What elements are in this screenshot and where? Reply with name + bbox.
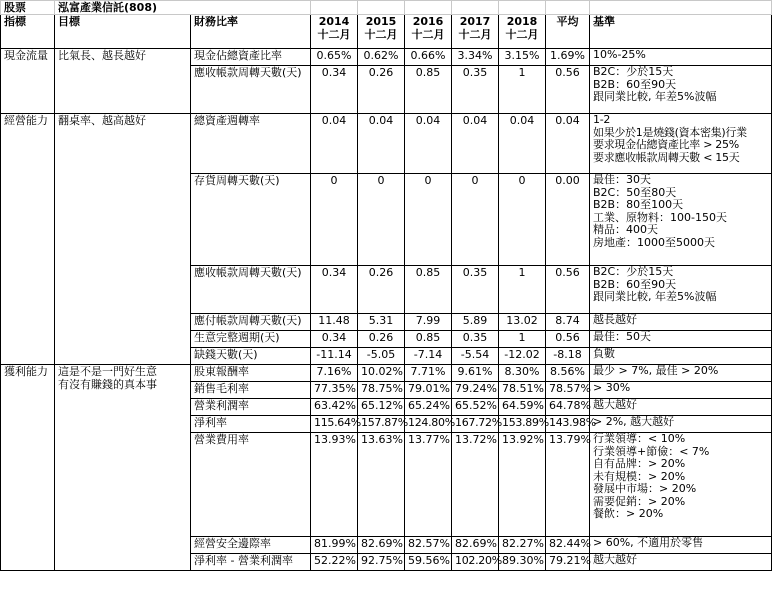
average-cell[interactable]: 13.79% xyxy=(546,433,590,537)
benchmark-line: 需要促銷：> 20% xyxy=(593,494,686,508)
value-cell[interactable]: -12.02 xyxy=(499,348,546,365)
value-cell[interactable]: 1 xyxy=(499,66,546,114)
empty-cell[interactable] xyxy=(499,1,546,15)
value-cell[interactable]: 0.04 xyxy=(311,114,358,174)
header-indicator[interactable]: 指標 xyxy=(1,15,55,49)
section-indicator[interactable]: 經營能力 xyxy=(1,114,55,365)
year-label: 2017 xyxy=(459,15,491,28)
benchmark-line: 最佳：50天 xyxy=(593,330,651,343)
benchmark-line: 跟同業比較, 年差5%波幅 xyxy=(593,90,717,103)
value-cell[interactable]: 8.30% xyxy=(499,365,546,382)
value-cell[interactable]: 0.85 xyxy=(405,331,452,348)
value-cell[interactable]: 65.52% xyxy=(452,399,499,416)
value-cell[interactable]: 0 xyxy=(499,174,546,266)
benchmark-line: 自有品牌：> 20% xyxy=(593,457,686,470)
ratio-name[interactable]: 存貨周轉天數(天) xyxy=(191,174,311,266)
section-goal[interactable]: 比氣長、越長越好 xyxy=(55,49,191,114)
value-cell[interactable]: 0.85 xyxy=(405,66,452,114)
empty-cell[interactable] xyxy=(590,1,772,15)
benchmark-line: 行業領導：< 10% xyxy=(593,432,686,445)
section-goal[interactable] xyxy=(55,365,191,571)
value-cell[interactable]: 0.62% xyxy=(358,49,405,66)
value-cell[interactable]: 1 xyxy=(499,266,546,314)
stock-name[interactable]: 泓富產業信託(808) xyxy=(55,1,311,15)
month-label: 十二月 xyxy=(411,28,445,41)
average-cell[interactable]: 0.04 xyxy=(546,114,590,174)
year-label: 2015 xyxy=(365,15,397,28)
value-cell[interactable]: 0.26 xyxy=(358,266,405,314)
average-cell[interactable]: 0.56 xyxy=(546,66,590,114)
goal-line: 這是不是一門好生意 xyxy=(58,365,157,378)
ratio-name[interactable]: 營業利潤率 xyxy=(191,399,311,416)
benchmark-line: 要求現金佔總資產比率 > 25% xyxy=(593,138,739,151)
ratio-name[interactable]: 淨利率 - 營業利潤率 xyxy=(191,554,311,571)
section-indicator[interactable]: 獲利能力 xyxy=(1,365,55,571)
value-cell[interactable]: -7.14 xyxy=(405,348,452,365)
ratio-name[interactable]: 淨利率 xyxy=(191,416,311,433)
value-cell[interactable]: 0.65% xyxy=(311,49,358,66)
benchmark-line: B2C：50至80天 xyxy=(593,185,677,199)
value-cell[interactable]: 5.89 xyxy=(452,314,499,331)
value-cell[interactable]: 0.26 xyxy=(358,331,405,348)
average-cell[interactable]: 8.56% xyxy=(546,365,590,382)
header-ratio[interactable]: 財務比率 xyxy=(191,15,311,49)
value-cell[interactable]: 52.22% xyxy=(311,554,358,571)
value-cell[interactable]: 0 xyxy=(452,174,499,266)
value-cell[interactable]: 81.99% xyxy=(311,537,358,554)
year-label: 2018 xyxy=(506,15,538,28)
benchmark-line: B2B：60至90天 xyxy=(593,277,677,291)
month-label: 十二月 xyxy=(458,28,492,41)
header-year-2015[interactable] xyxy=(358,15,405,49)
benchmark-line: B2B：60至90天 xyxy=(593,77,677,91)
value-cell[interactable]: 0.04 xyxy=(405,114,452,174)
benchmark-line: 最少 > 7%, 最佳 > 20% xyxy=(593,364,719,377)
average-cell[interactable]: 8.74 xyxy=(546,314,590,331)
value-cell[interactable]: 59.56% xyxy=(405,554,452,571)
benchmark-line: 餐飲：> 20% xyxy=(593,507,664,520)
average-cell[interactable]: 79.21% xyxy=(546,554,590,571)
header-year-2018[interactable] xyxy=(499,15,546,49)
section-indicator[interactable]: 現金流量 xyxy=(1,49,55,114)
value-cell[interactable]: -5.54 xyxy=(452,348,499,365)
value-cell[interactable]: 89.30% xyxy=(499,554,546,571)
value-cell[interactable]: 13.63% xyxy=(358,433,405,537)
header-year-2017[interactable] xyxy=(452,15,499,49)
value-cell[interactable]: 0.85 xyxy=(405,266,452,314)
benchmark-line: > 30% xyxy=(593,381,631,394)
value-cell[interactable]: 0.04 xyxy=(499,114,546,174)
benchmark-line: 未有規模：> 20% xyxy=(593,469,686,483)
value-cell[interactable]: 115.64% xyxy=(311,416,358,433)
value-cell[interactable]: 0.34 xyxy=(311,66,358,114)
value-cell[interactable]: 1 xyxy=(499,331,546,348)
value-cell[interactable]: 63.42% xyxy=(311,399,358,416)
value-cell[interactable]: 0.04 xyxy=(358,114,405,174)
benchmark-cell[interactable] xyxy=(590,365,772,382)
average-cell[interactable]: 1.69% xyxy=(546,49,590,66)
value-cell[interactable]: 0 xyxy=(405,174,452,266)
benchmark-cell[interactable] xyxy=(590,382,772,399)
value-cell[interactable]: 0 xyxy=(311,174,358,266)
value-cell[interactable]: 82.27% xyxy=(499,537,546,554)
goal-line: 有沒有賺錢的真本事 xyxy=(58,378,157,391)
value-cell[interactable]: 102.20% xyxy=(452,554,499,571)
benchmark-line: > 60%, 不適用於零售 xyxy=(593,536,704,549)
benchmark-line: 精品：400天 xyxy=(593,223,658,236)
value-cell[interactable]: 5.31 xyxy=(358,314,405,331)
value-cell[interactable]: 7.71% xyxy=(405,365,452,382)
value-cell[interactable]: 0.66% xyxy=(405,49,452,66)
benchmark-cell[interactable] xyxy=(590,331,772,348)
year-label: 2016 xyxy=(412,15,444,28)
value-cell[interactable]: 0 xyxy=(358,174,405,266)
benchmark-cell[interactable] xyxy=(590,416,772,433)
average-cell[interactable]: 64.78% xyxy=(546,399,590,416)
value-cell[interactable]: 77.35% xyxy=(311,382,358,399)
benchmark-line: 如果少於1是燒錢(資本密集)行業 xyxy=(593,125,747,139)
value-cell[interactable]: 82.57% xyxy=(405,537,452,554)
value-cell[interactable]: 0.34 xyxy=(311,266,358,314)
value-cell[interactable]: 78.75% xyxy=(358,382,405,399)
benchmark-line: > 2%, 越大越好 xyxy=(593,415,675,428)
ratio-name[interactable]: 股東報酬率 xyxy=(191,365,311,382)
ratio-name[interactable]: 生意完整週期(天) xyxy=(191,331,311,348)
value-cell[interactable]: 167.72% xyxy=(452,416,499,433)
header-year-2016[interactable] xyxy=(405,15,452,49)
value-cell[interactable]: 0.35 xyxy=(452,331,499,348)
average-cell[interactable]: 78.57% xyxy=(546,382,590,399)
value-cell[interactable]: 65.24% xyxy=(405,399,452,416)
benchmark-line: 工業、原物料：100-150天 xyxy=(593,210,727,224)
value-cell[interactable]: 13.72% xyxy=(452,433,499,537)
benchmark-cell[interactable] xyxy=(590,266,772,314)
empty-cell[interactable] xyxy=(311,1,358,15)
ratio-name[interactable]: 應收帳款周轉天數(天) xyxy=(191,66,311,114)
benchmark-cell[interactable] xyxy=(590,114,772,174)
benchmark-line: B2C：少於15天 xyxy=(593,65,674,78)
month-label: 十二月 xyxy=(317,28,351,41)
ratio-name[interactable]: 應付帳款周轉天數(天) xyxy=(191,314,311,331)
value-cell[interactable]: 124.80% xyxy=(405,416,452,433)
benchmark-cell[interactable] xyxy=(590,49,772,66)
ratio-name[interactable]: 應收帳款周轉天數(天) xyxy=(191,266,311,314)
benchmark-line: 越大越好 xyxy=(593,398,637,411)
year-label: 2014 xyxy=(318,15,350,28)
value-cell[interactable]: 13.92% xyxy=(499,433,546,537)
benchmark-cell[interactable] xyxy=(590,348,772,365)
benchmark-line: 1-2 xyxy=(593,113,611,126)
value-cell[interactable]: 79.01% xyxy=(405,382,452,399)
average-cell[interactable]: 82.44% xyxy=(546,537,590,554)
empty-cell[interactable] xyxy=(358,1,405,15)
average-cell[interactable]: 0.56 xyxy=(546,266,590,314)
benchmark-line: 負數 xyxy=(593,347,615,360)
value-cell[interactable]: 0.04 xyxy=(452,114,499,174)
average-cell[interactable]: 143.98% xyxy=(546,416,590,433)
benchmark-line: B2C：少於15天 xyxy=(593,265,674,278)
benchmark-line: 發展中市場：> 20% xyxy=(593,482,697,495)
benchmark-cell[interactable] xyxy=(590,554,772,571)
value-cell[interactable]: 3.15% xyxy=(499,49,546,66)
benchmark-cell[interactable] xyxy=(590,433,772,537)
value-cell[interactable]: 13.93% xyxy=(311,433,358,537)
header-year-2014[interactable] xyxy=(311,15,358,49)
value-cell[interactable]: 0.34 xyxy=(311,331,358,348)
benchmark-line: B2B：80至100天 xyxy=(593,198,684,211)
benchmark-line: 房地產：1000至5000天 xyxy=(593,235,715,249)
benchmark-cell[interactable] xyxy=(590,537,772,554)
value-cell[interactable]: 82.69% xyxy=(452,537,499,554)
header-average[interactable]: 平均 xyxy=(546,15,590,49)
benchmark-line: 越長越好 xyxy=(593,313,637,326)
benchmark-line: 最佳：30天 xyxy=(593,173,651,186)
header-goal[interactable]: 目標 xyxy=(55,15,191,49)
value-cell[interactable]: 7.99 xyxy=(405,314,452,331)
value-cell[interactable]: -5.05 xyxy=(358,348,405,365)
value-cell[interactable]: 11.48 xyxy=(311,314,358,331)
average-cell[interactable]: 0.00 xyxy=(546,174,590,266)
average-cell[interactable]: -8.18 xyxy=(546,348,590,365)
value-cell[interactable]: 64.59% xyxy=(499,399,546,416)
value-cell[interactable]: 82.69% xyxy=(358,537,405,554)
benchmark-cell[interactable] xyxy=(590,399,772,416)
value-cell[interactable]: 78.51% xyxy=(499,382,546,399)
value-cell[interactable]: 13.02 xyxy=(499,314,546,331)
value-cell[interactable]: 9.61% xyxy=(452,365,499,382)
stock-label[interactable]: 股票 xyxy=(1,1,55,15)
benchmark-cell[interactable] xyxy=(590,314,772,331)
header-benchmark[interactable]: 基準 xyxy=(590,15,772,49)
ratio-name[interactable]: 營業費用率 xyxy=(191,433,311,537)
value-cell[interactable]: 79.24% xyxy=(452,382,499,399)
value-cell[interactable]: 0.26 xyxy=(358,66,405,114)
benchmark-cell[interactable] xyxy=(590,66,772,114)
value-cell[interactable]: 7.16% xyxy=(311,365,358,382)
value-cell[interactable]: 3.34% xyxy=(452,49,499,66)
section-goal[interactable]: 翻桌率、越高越好 xyxy=(55,114,191,365)
benchmark-cell[interactable] xyxy=(590,174,772,266)
value-cell[interactable]: 13.77% xyxy=(405,433,452,537)
ratio-name[interactable]: 總資產週轉率 xyxy=(191,114,311,174)
value-cell[interactable]: 65.12% xyxy=(358,399,405,416)
value-cell[interactable]: 157.87% xyxy=(358,416,405,433)
empty-cell[interactable] xyxy=(546,1,590,15)
ratio-name[interactable]: 缺錢天數(天) xyxy=(191,348,311,365)
ratio-name[interactable]: 經營安全邊際率 xyxy=(191,537,311,554)
value-cell[interactable]: 0.35 xyxy=(452,66,499,114)
value-cell[interactable]: 0.35 xyxy=(452,266,499,314)
ratio-name[interactable]: 銷售毛利率 xyxy=(191,382,311,399)
empty-cell[interactable] xyxy=(405,1,452,15)
benchmark-line: 10%-25% xyxy=(593,48,646,61)
benchmark-line: 跟同業比較, 年差5%波幅 xyxy=(593,290,717,303)
month-label: 十二月 xyxy=(505,28,539,41)
ratio-name[interactable]: 現金佔總資產比率 xyxy=(191,49,311,66)
value-cell[interactable]: -11.14 xyxy=(311,348,358,365)
month-label: 十二月 xyxy=(364,28,398,41)
value-cell[interactable]: 92.75% xyxy=(358,554,405,571)
value-cell[interactable]: 153.89% xyxy=(499,416,546,433)
benchmark-line: 要求應收帳款周轉天數 < 15天 xyxy=(593,150,740,164)
value-cell[interactable]: 10.02% xyxy=(358,365,405,382)
benchmark-line: 行業領導+節儉：< 7% xyxy=(593,444,710,458)
average-cell[interactable]: 0.56 xyxy=(546,331,590,348)
empty-cell[interactable] xyxy=(452,1,499,15)
benchmark-line: 越大越好 xyxy=(593,553,637,566)
